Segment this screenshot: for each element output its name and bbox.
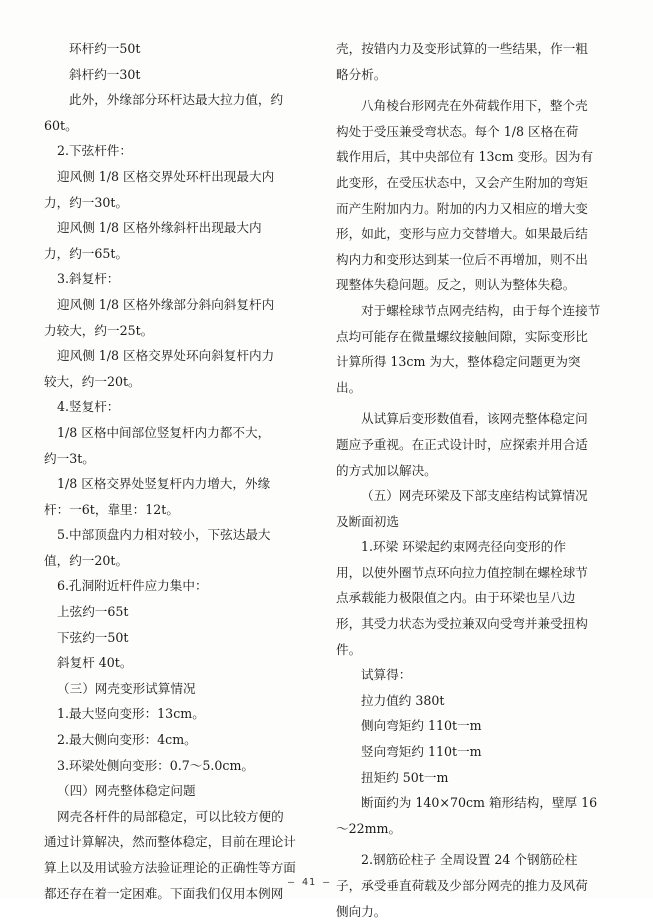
text-line: 扭矩约 50t一m xyxy=(361,769,449,785)
text-line: 3.环梁处侧向变形：0.7～5.0cm。 xyxy=(57,757,255,773)
page-number: — 41 — xyxy=(288,877,331,888)
text-line: 出。 xyxy=(336,379,362,395)
text-line: 断面约为 140×70cm 箱形结构，壁厚 16 xyxy=(361,795,598,811)
right-text-column xyxy=(336,36,618,924)
text-line: 6.孔洞附近杆件应力集中： xyxy=(57,578,208,594)
text-line: 及断面初选 xyxy=(336,513,399,529)
text-line: 拉力值约 380t xyxy=(361,692,445,708)
text-line: 点承载能力极限值之内。由于环梁也呈八边 xyxy=(336,590,576,606)
text-line: 构处于受压兼受弯状态。每个 1/8 区格在荷 xyxy=(336,123,579,139)
text-line: 侧向力。 xyxy=(336,903,387,919)
text-line: 从试算后变形数值看，该网壳整体稳定问 xyxy=(361,411,588,427)
text-line: 较大，约一20t。 xyxy=(44,373,141,389)
text-line: 形，如此，变形与应力交替增大。如果最后结 xyxy=(336,226,588,242)
text-line: 迎风侧 1/8 区格外缘斜杆出现最大内 xyxy=(57,220,262,236)
text-line: 1/8 区格中间部位竖复杆内力都不大， xyxy=(57,424,271,440)
text-line: ～22mm。 xyxy=(336,820,402,836)
text-line: 斜复杆 40t。 xyxy=(57,655,133,671)
text-line: 此变形，在受压状态中，又会产生附加的弯矩 xyxy=(336,174,588,190)
text-line: 迎风侧 1/8 区格交界处环向斜复杆内力 xyxy=(57,348,275,364)
text-line: 斜杆约一30t xyxy=(69,66,141,82)
text-line: 1.环梁 环梁起约束网壳径向变形的作 xyxy=(361,539,566,555)
left-text-column xyxy=(44,36,319,906)
text-line: 环杆约一50t xyxy=(69,41,141,56)
text-line: 通过计算解决，然而整体稳定，目前在理论计 xyxy=(44,834,296,850)
text-line: 算上以及用试验方法验证理论的正确性等方面 xyxy=(44,860,296,875)
text-line: 下弦约一50t xyxy=(57,629,129,645)
text-line: 都还存在着一定困难。下面我们仅用本例网 xyxy=(44,885,284,901)
text-line: 计算所得 13cm 为大，整体稳定问题更为突 xyxy=(336,354,581,370)
text-line: （四）网壳整体稳定问题 xyxy=(57,783,196,799)
text-line: 竖向弯矩约 110t一m xyxy=(361,744,482,760)
text-line: 此外，外缘部分环杆达最大拉力值，约 xyxy=(69,92,284,108)
text-line: 杆：一6t，靠里：12t。 xyxy=(44,501,179,517)
text-line: 而产生附加内力。附加的内力又相应的增大变 xyxy=(336,200,588,216)
text-line: 侧向弯矩约 110t一m xyxy=(361,718,482,734)
text-line: 载作用后，其中央部位有 13cm 变形。因为有 xyxy=(336,149,594,165)
text-line: 迎风侧 1/8 区格交界处环杆出现最大内 xyxy=(57,168,275,184)
text-line: 3.斜复杆： xyxy=(57,271,120,287)
text-line: 壳，按错内力及变形试算的一些结果，作一粗 xyxy=(336,41,588,56)
text-line: 值，约一20t。 xyxy=(44,552,129,568)
text-line: 试算得： xyxy=(361,667,412,683)
text-line: 力较大，约一25t。 xyxy=(44,322,154,338)
text-line: （五）网壳环梁及下部支座结构试算情况 xyxy=(361,488,588,504)
text-line: 用，以使外圈节点环向拉力值控制在螺栓球节 xyxy=(336,564,588,580)
text-line: 5.中部顶盘内力相对较小，下弦达最大 xyxy=(57,527,271,543)
text-line: 的方式加以解决。 xyxy=(336,462,437,478)
text-line: 2.钢筋砼柱子 全周设置 24 个钢筋砼柱 xyxy=(361,852,578,868)
text-line: 形，其受力状态为受拉兼双向受弯并兼受扭构 xyxy=(336,616,588,632)
text-line: 1/8 区格交界处竖复杆内力增大，外缘 xyxy=(57,476,271,492)
text-line: 迎风侧 1/8 区格外缘部分斜向斜复杆内 xyxy=(57,296,275,312)
text-line: 现整体失稳问题。反之，则认为整体失稳。 xyxy=(336,277,576,293)
text-line: 网壳各杆件的局部稳定，可以比较方便的 xyxy=(57,808,284,824)
text-line: 2.下弦杆件： xyxy=(57,143,132,159)
text-line: 题应予重视。在正式设计时，应探索并用合适 xyxy=(336,436,588,452)
text-line: 构内力和变形达到某一位后不再增加，则不出 xyxy=(336,251,588,267)
text-line: 件。 xyxy=(336,641,362,657)
text-line: 略分析。 xyxy=(336,66,387,82)
text-line: 2.最大侧向变形：4cm。 xyxy=(57,732,197,748)
text-line: 上弦约一65t xyxy=(57,604,129,620)
text-line: 八角棱台形网壳在外荷载作用下，整个壳 xyxy=(361,98,588,114)
text-line: （三）网壳变形试算情况 xyxy=(57,680,196,696)
text-line: 1.最大竖向变形：13cm。 xyxy=(57,706,205,722)
text-line: 力，约一65t。 xyxy=(44,245,129,261)
text-line: 约一3t。 xyxy=(44,450,95,466)
text-line: 4.竖复杆： xyxy=(57,399,120,415)
text-line: 力，约一30t。 xyxy=(44,194,129,210)
text-line: 对于螺栓球节点网壳结构，由于每个连接节 xyxy=(361,302,601,318)
text-line: 点均可能存在微量螺纹接触间隙，实际变形比 xyxy=(336,328,588,344)
text-line: 子，承受垂直荷载及少部分网壳的推力及风荷 xyxy=(336,878,588,893)
text-line: 60t。 xyxy=(44,117,78,133)
